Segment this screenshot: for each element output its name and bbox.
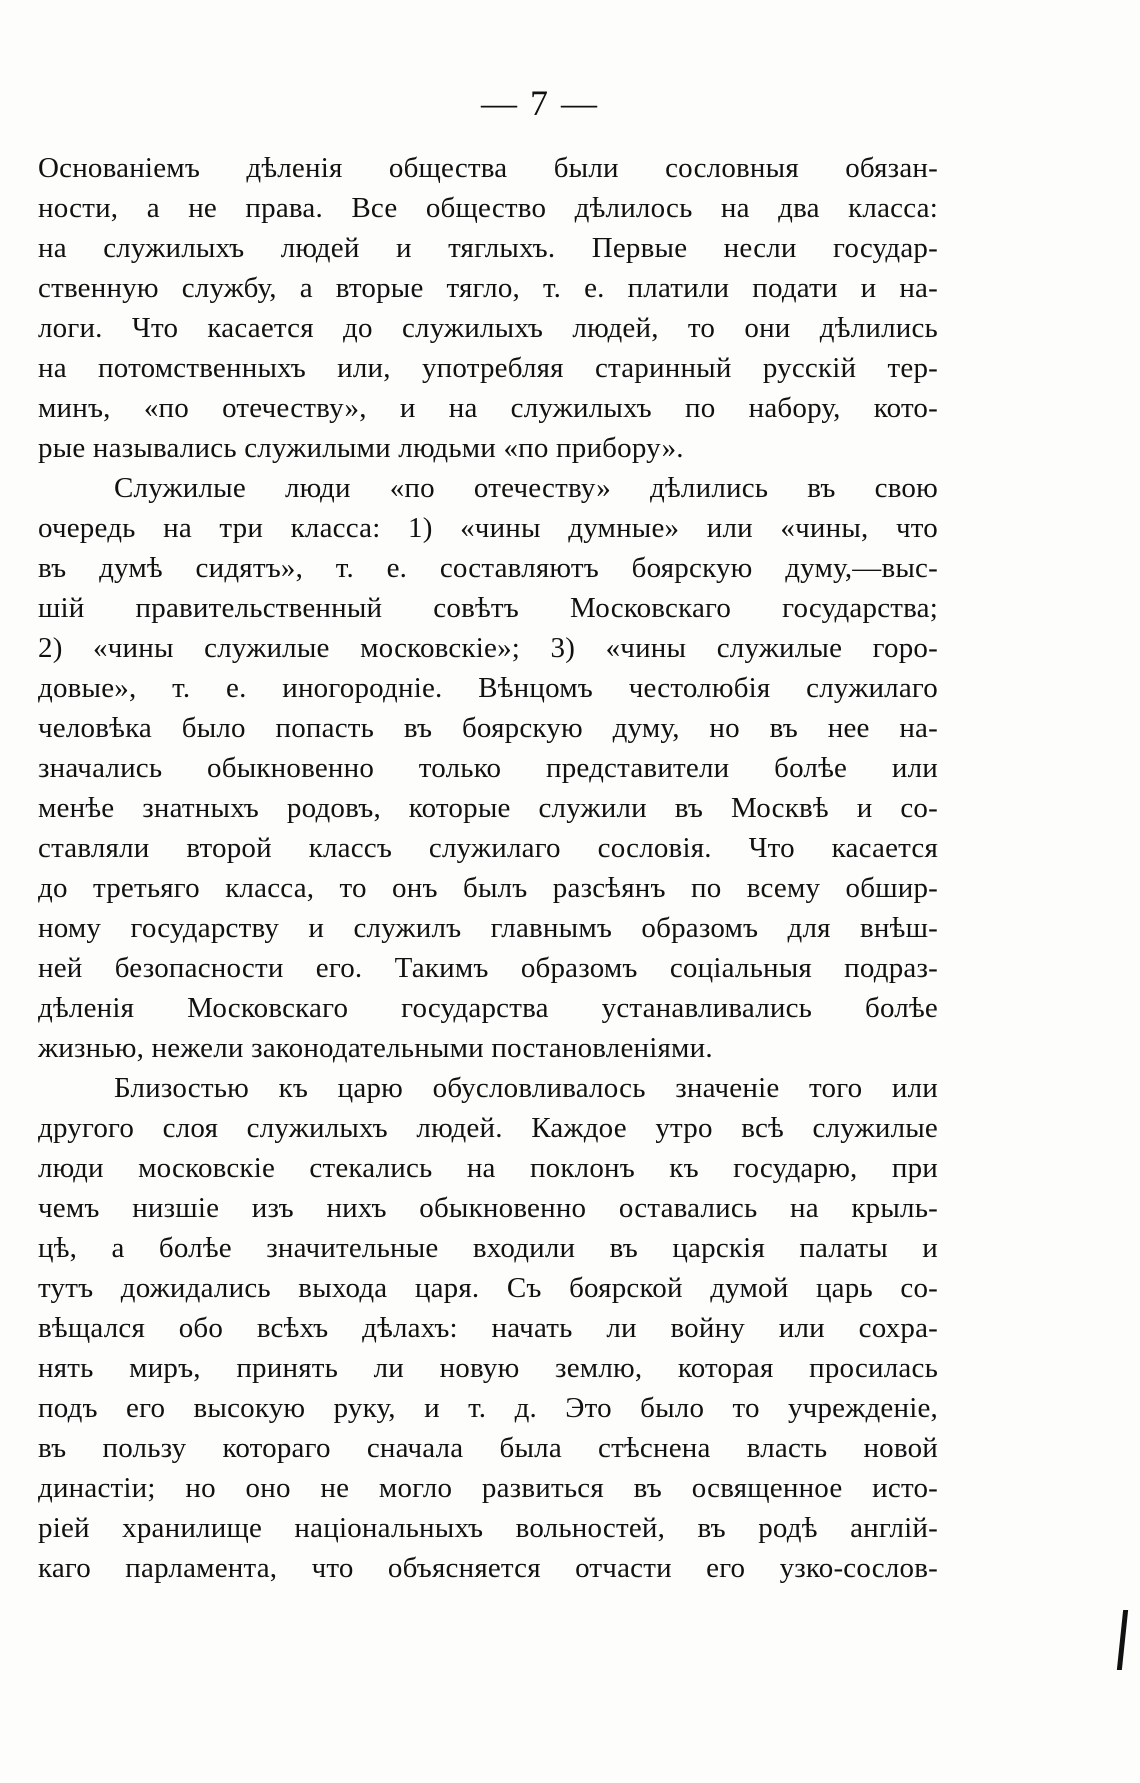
- text-line: довые», т. е. иногородніе. Вѣнцомъ честолюбія служилаго: [38, 672, 938, 704]
- scan-edge-mark: [1117, 1610, 1128, 1670]
- text-line: рые назывались служилыми людьми «по прибору».: [38, 432, 684, 464]
- paragraph-2: [38, 468, 938, 1068]
- text-line: въ думѣ сидятъ», т. е. составляютъ боярскую думу,—выс-: [38, 552, 938, 584]
- text-line: дѣленія Московскаго государства устанавливались болѣе: [38, 992, 938, 1024]
- text-line: на служилыхъ людей и тяглыхъ. Первые несли государ-: [38, 232, 938, 264]
- text-line: шій правительственный совѣтъ Московскаго государства;: [38, 592, 938, 624]
- text-line: вѣщался обо всѣхъ дѣлахъ: начать ли войну или сохра-: [38, 1312, 938, 1344]
- text-line: Близостью къ царю обусловливалось значеніе того или: [114, 1072, 938, 1104]
- text-line: логи. Что касается до служилыхъ людей, то они дѣлились: [38, 312, 938, 344]
- text-line: ному государству и служилъ главнымъ образомъ для внѣш-: [38, 912, 938, 944]
- text-line: менѣе знатныхъ родовъ, которые служили въ Москвѣ и со-: [38, 792, 938, 824]
- paragraph-3: [38, 1068, 938, 1588]
- text-line: ней безопасности его. Такимъ образомъ соціальныя подраз-: [38, 952, 938, 984]
- body-text: [38, 148, 938, 1588]
- text-line: тутъ дожидались выхода царя. Съ боярской думой царь со-: [38, 1272, 938, 1304]
- text-line: ственную службу, а вторые тягло, т. е. платили подати и на-: [38, 272, 938, 304]
- text-line: ріей хранилище національныхъ вольностей, въ родѣ англій-: [38, 1512, 938, 1544]
- text-line: ности, а не права. Все общество дѣлилось на два класса:: [38, 192, 938, 224]
- text-line: чемъ низшіе изъ нихъ обыкновенно оставались на крыль-: [38, 1192, 938, 1224]
- text-line: жизнью, нежели законодательными постановленіями.: [38, 1032, 713, 1064]
- text-line: 2) «чины служилые московскіе»; 3) «чины служилые горо-: [38, 632, 938, 664]
- text-line: Основаніемъ дѣленія общества были сословныя обязан-: [38, 152, 938, 184]
- paragraph-1: [38, 148, 938, 468]
- text-line: до третьяго класса, то онъ былъ разсѣянъ по всему обшир-: [38, 872, 938, 904]
- text-line: подъ его высокую руку, и т. д. Это было то учрежденіе,: [38, 1392, 938, 1424]
- text-line: на потомственныхъ или, употребляя старинный русскій тер-: [38, 352, 938, 384]
- text-line: человѣка было попасть въ боярскую думу, но въ нее на-: [38, 712, 938, 744]
- text-line: цѣ, а болѣе значительные входили въ царскія палаты и: [38, 1232, 938, 1264]
- text-line: Служилые люди «по отечеству» дѣлились въ свою: [114, 472, 938, 504]
- text-line: каго парламента, что объясняется отчасти его узко-сослов-: [38, 1552, 938, 1584]
- text-line: люди московскіе стекались на поклонъ къ государю, при: [38, 1152, 938, 1184]
- text-line: другого слоя служилыхъ людей. Каждое утро всѣ служилые: [38, 1112, 938, 1144]
- text-line: династіи; но оно не могло развиться въ освященное исто-: [38, 1472, 938, 1504]
- text-line: нять миръ, принять ли новую землю, которая просилась: [38, 1352, 938, 1384]
- text-line: очередь на три класса: 1) «чины думные» или «чины, что: [38, 512, 938, 544]
- text-line: въ пользу котораго сначала была стѣснена власть новой: [38, 1432, 938, 1464]
- text-line: значались обыкновенно только представители болѣе или: [38, 752, 938, 784]
- text-line: минъ, «по отечеству», и на служилыхъ по набору, кото-: [38, 392, 938, 424]
- text-line: ставляли второй классъ служилаго сословія. Что касается: [38, 832, 938, 864]
- page-number: — 7 —: [481, 83, 599, 123]
